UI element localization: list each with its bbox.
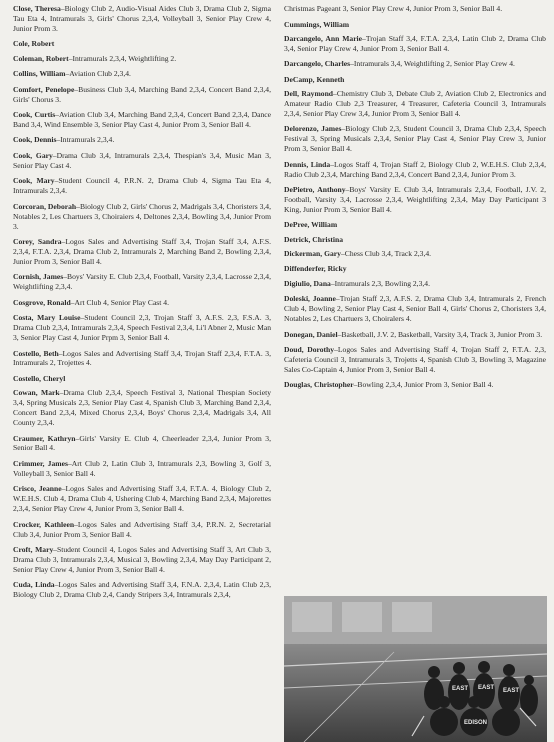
- dash-separator: –: [58, 348, 63, 358]
- roster-entry: [284, 235, 546, 245]
- activities-text: Boys' Varsity E. Club 2,3,4, Football, Varsity 2,3,4, Lacrosse 2,3,4, Weightlifting 2,3,4.: [13, 272, 271, 292]
- activities-text: Drama Club 3,4, Intramurals 2,3,4, Thespian's 3,4, Music Man 3, Senior Play Cast 4.: [13, 150, 271, 170]
- student-name: Costello, Cheryl: [13, 373, 66, 383]
- student-name: Dennis, Linda: [284, 159, 331, 169]
- roster-entry: [13, 85, 271, 105]
- student-name: Cook, Gary: [13, 150, 53, 160]
- dash-separator: –: [56, 135, 61, 145]
- dash-separator: –: [70, 297, 75, 307]
- student-name: Comfort, Penelope: [13, 84, 75, 94]
- dash-separator: –: [53, 545, 58, 555]
- roster-entry: [13, 298, 271, 308]
- student-name: Douglas, Christopher: [284, 380, 354, 390]
- activities-text: Student Council 2,3, Trojan Staff 3, A.F.S. 2,3, F.S.A. 3, Drama Club 2,3,4, Intramurals 2,3,4, Speech Festival 2,3,4, Li'l Abner 2, Music Man 3, Senior Play Cast 4, Junior Prpm 3, Senior Ball 4.: [13, 313, 271, 343]
- roster-entry: [13, 135, 271, 145]
- student-name: Croft, Mary: [13, 545, 54, 555]
- student-name: Close, Theresa: [13, 4, 61, 13]
- roster-entry: [284, 124, 546, 154]
- student-name: DePree, William: [284, 220, 338, 230]
- activities-text: Aviation Club 3,4, Marching Band 2,3,4, Concert Band 2,3,4, Dance Band 3,4, Wind Ensemble 3, Senior Play Cast 4, Junior Prom 3, Senior Ball 4.: [13, 110, 271, 129]
- dash-separator: –: [330, 278, 335, 288]
- roster-entry: [13, 54, 271, 64]
- dash-separator: –: [76, 201, 80, 211]
- activities-text: Business Club 3,4, Marching Band 2,3,4, Concert Band 2,3,4, Girls' Chorus 3.: [13, 84, 271, 104]
- student-name: Costa, Mary Louise: [13, 313, 81, 323]
- dash-separator: –: [334, 345, 338, 355]
- dash-separator: –: [59, 388, 64, 398]
- roster-entry: [13, 237, 271, 267]
- student-name: Delorenzo, James: [284, 124, 342, 134]
- dash-separator: –: [345, 185, 350, 195]
- dash-separator: –: [337, 329, 342, 339]
- student-name: Dell, Raymond: [284, 89, 334, 98]
- activities-text: Logos Sales and Advertising Staff 3,4, P.R.N. 2, Secretarial Club 3,4, Junior Prom 3, Senior Ball 4.: [13, 519, 271, 539]
- activities-text: Logos Sales and Advertising Staff 3,4, F.T.A. 4, Biology Club 2, W.E.H.S. Club 4, Drama Club 4, Ushering Club 4, Marching Band 2,3,4, Majorettes 2,3,4, Senior Play Crew 4, Junior Prom 3, Senior Ball 4.: [13, 484, 271, 514]
- dash-separator: –: [68, 53, 73, 63]
- roster-entry: [284, 75, 546, 85]
- dash-separator: –: [362, 33, 366, 43]
- student-name: Crimmer, James: [13, 458, 68, 468]
- student-name: Cornish, James: [13, 272, 64, 282]
- activities-text: Girls' Varsity E. Club 4, Cheerleader 2,3,4, Junior Prom 3, Senior Ball 4.: [13, 433, 271, 453]
- dash-separator: –: [341, 124, 346, 134]
- student-name: Detrick, Christina: [284, 234, 344, 244]
- activities-text: Logos Sales and Advertising Staff 4, Trojan Staff 2, F.T.A. 2,3, Cafeteria Council 3, Intramurals 3, Trojetts 4, Spanish Club 3, Bowling 3, Magazine Sales Co-Captain 4, Junior Prom 3, Senior Ball 4.: [284, 345, 546, 374]
- roster-entry: [13, 545, 271, 575]
- dash-separator: –: [55, 110, 59, 120]
- roster-entry: [13, 202, 271, 232]
- activities-text: Drama Club 2,3,4, Speech Festival 3, National Thespian Society 3,4, Spring Musicals 2,3, Senior Play Cast 4, Spanish Club 3, Marching Band 2,3,4, Concert Band 2,3,4, Mixed Chorus 2,3,4, Boys' Chorus 2,3,4, Madrigals 3,4, All County 2,3,4.: [13, 388, 271, 427]
- roster-entry: [13, 374, 271, 384]
- roster-entry: [284, 20, 546, 30]
- roster-entry: [13, 176, 271, 196]
- dash-separator: –: [335, 294, 340, 304]
- right-column: [284, 4, 546, 396]
- student-name: Cook, Curtis: [13, 110, 56, 120]
- student-name: Cuda, Linda: [13, 580, 55, 590]
- dash-separator: –: [75, 433, 80, 443]
- roster-entry: [284, 330, 546, 340]
- activities-text: Intramurals 2,3,4, Weightlifting 2.: [72, 53, 177, 63]
- activities-text: Basketball, J.V. 2, Basketball, Varsity 3,4, Track 3, Junior Prom 3.: [341, 329, 543, 339]
- roster-entry: [13, 349, 271, 369]
- student-name: Craumer, Kathryn: [13, 433, 76, 443]
- jersey-text: EDISON: [464, 720, 488, 726]
- student-name: Cosgrove, Ronald: [13, 297, 71, 307]
- student-name: Costello, Beth: [13, 348, 59, 358]
- roster-entry: [284, 345, 546, 375]
- activities-text: Logos Sales and Advertising Staff 3,4, Trojan Staff 3,4, A.F.S. 2,3,4, F.T.A. 2,3,4, Drama Club 2, Intramurals 2, Marching Band 2, Bowling 2,3,4, Junior Prom 3, Senior Ball 4.: [13, 237, 271, 266]
- student-name: Corcoran, Deborah: [13, 201, 77, 211]
- activities-text: Trojan Staff 3,4, F.T.A. 2,3,4, Latin Club 2, Drama Club 3,4, Senior Play Crew 4, Junior Prom 3, Senior Ball 4.: [284, 33, 546, 53]
- dash-separator: –: [80, 313, 85, 323]
- student-name: Digiulio, Dana: [284, 278, 331, 288]
- roster-entry: [13, 110, 271, 130]
- activities-text: Student Council 4, P.R.N. 2, Drama Club 4, Sigma Tau Eta 4, Intramurals 2,3,4.: [13, 176, 271, 196]
- student-name: Coleman, Robert: [13, 53, 69, 63]
- dash-separator: –: [353, 380, 358, 390]
- continuation-text: Christmas Pageant 3, Senior Play Crew 4, Junior Prom 3, Senior Ball 4.: [284, 4, 503, 13]
- activities-text: Intramurals 2,3, Bowling 2,3,4.: [334, 278, 430, 288]
- student-name: Darcangelo, Ann Marie: [284, 33, 363, 43]
- jersey-text: EAST: [478, 685, 495, 691]
- roster-entry: [13, 69, 271, 79]
- roster-entry: [13, 484, 271, 514]
- roster-entry: [284, 249, 546, 259]
- activities-text: Logos Sales and Advertising Staff 3,4, Trojan Staff 2,3,4, F.T.A. 3, Intramurals 2, Trojettes 4.: [13, 348, 271, 368]
- dash-separator: –: [350, 59, 354, 69]
- roster-entry: [284, 89, 546, 119]
- roster-entry: [13, 459, 271, 479]
- dash-separator: –: [74, 519, 78, 529]
- roster-entry: [284, 59, 546, 69]
- activities-text: Chess Club 3,4, Track 2,3,4.: [344, 248, 432, 258]
- student-name: Crocker, Kathleen: [13, 519, 75, 529]
- jersey-text: EAST: [452, 686, 469, 692]
- roster-entry: [13, 272, 271, 292]
- activities-text: Art Club 4, Senior Play Cast 4.: [74, 297, 169, 307]
- roster-entry: [284, 294, 546, 324]
- roster-entry: [284, 264, 546, 274]
- activities-text: Logos Staff 4, Trojan Staff 2, Biology Club 2, W.E.H.S. Club 2,3,4, Radio Club 2,3,4, Marching Band 2,3,4, Concert Band 2,3,4, Junior Prom 3.: [284, 159, 546, 179]
- student-name: Collins, William: [13, 69, 66, 79]
- activities-text: Bowling 2,3,4, Junior Prom 3, Senior Ball 4.: [357, 380, 494, 390]
- dash-separator: –: [60, 4, 65, 13]
- roster-entry: [13, 520, 271, 540]
- student-name: Doud, Dorothy: [284, 345, 335, 355]
- dash-separator: –: [330, 159, 334, 169]
- activities-text: Biology Club 2, Audio-Visual Aides Club 3, Drama Club 2, Sigma Tau Eta 4, Intramurals 3, Girls' Chorus 2,3,4, Volleyball 3, Senior Play Crew 4, Junior Prom 3.: [13, 4, 271, 33]
- activities-text: Art Club 2, Latin Club 3, Intramurals 2,3, Bowling 3, Golf 3, Volleyball 3, Senior Ball 4.: [13, 458, 272, 478]
- student-name: Cole, Robert: [13, 39, 55, 49]
- roster-entry: [284, 185, 546, 215]
- activities-text: Trojan Staff 2,3, A.F.S. 2, Drama Club 3,4, Intramurals 2, French Club 4, Bowling 2, Senior Play Cast 4, Senior Ball 4, Girls' Chorus 2, Choristers 3,4, Notables 2, Les Chartuers 3, Choiralers 4.: [284, 294, 546, 324]
- student-name: Dickerman, Gary: [284, 248, 341, 258]
- dash-separator: –: [61, 237, 66, 247]
- dash-separator: –: [63, 272, 68, 282]
- dash-separator: –: [74, 84, 79, 94]
- left-column: [13, 4, 271, 606]
- activities-text: Chemistry Club 3, Debate Club 2, Aviation Club 2, Electronics and Amateur Radio Club 2,3 Treasurer, 4 Treasurer, Cafeteria Council 3, Intramurals 2,3,4, Senior Play Crew 3,4, Junior Prom 3, Senior Ball 4.: [284, 89, 546, 118]
- roster-entry: [13, 4, 271, 34]
- roster-entry: [284, 279, 546, 289]
- student-name: DeCamp, Kenneth: [284, 74, 345, 84]
- dash-separator: –: [65, 69, 70, 79]
- student-name: Cook, Dennis: [13, 135, 57, 145]
- roster-entry: [284, 34, 546, 54]
- roster-entry: [13, 434, 271, 454]
- student-name: Doleski, Joanne: [284, 294, 336, 304]
- roster-entry: [13, 151, 271, 171]
- student-name: Cook, Mary: [13, 176, 55, 186]
- roster-entry: [284, 160, 546, 180]
- dash-separator: –: [333, 89, 337, 98]
- team-photo: [284, 596, 547, 742]
- roster-entry: [284, 380, 546, 390]
- activities-text: Intramurals 2,3,4.: [60, 135, 115, 145]
- roster-entry: [13, 580, 271, 600]
- activities-text: Biology Club 2, Girls' Chorus 2, Madrigals 3,4, Choristers 3,4, Notables 2, Les Chartuers 3, Choiraiers 4, Deltones 2,3,4, Bowling 3,4, Junior Prom 3.: [13, 201, 271, 231]
- activities-text: Student Council 4, Logos Sales and Advertising Staff 3, Art Club 3, Drama Club 3, Intramurals 2,3,4, Musical 3, Bowling 2,3,4, May Day Participant 2, Senior Play Crew 4, Junior Prom 3, Senior Ball 4.: [13, 545, 271, 574]
- dash-separator: –: [54, 176, 59, 186]
- roster-entry: [13, 39, 271, 49]
- dash-separator: –: [52, 150, 57, 160]
- dash-separator: –: [340, 248, 345, 258]
- team-photo-image: [284, 596, 547, 742]
- roster-entry: [284, 220, 546, 230]
- student-name: Corey, Sandra: [13, 237, 62, 247]
- jersey-text: EAST: [503, 688, 520, 694]
- activities-text: Boys' Varsity E. Club 3,4, Intramurals 2,3,4, Football, J.V. 2, Football, Varsity 3,4, Lacrosse 2,3,4, Weightlifting 2,3,4, May Day Participant 3 King, Junior Prom 3, Senior Ball 4.: [284, 185, 546, 214]
- activities-text: Biology Club 2,3, Student Council 3, Drama Club 2,3,4, Speech Festival 3, Spring Musicals 2,3,4, Senior Play Cast 4, Senior Play Crew 3, Junior Prom 3, Senior Ball 4.: [284, 124, 546, 154]
- dash-separator: –: [54, 580, 59, 590]
- activities-text: Intramurals 3,4, Weightlifting 2, Senior Play Crew 4.: [353, 59, 515, 69]
- student-name: Darcangelo, Charles: [284, 59, 351, 69]
- activities-text: Logos Sales and Advertising Staff 3,4, F.N.A. 2,3,4, Latin Club 2,3, Biology Club 2, Drama Club 2,4, Candy Stripers 3,4, Intramurals 2,3,4,: [13, 580, 271, 600]
- student-name: Diffenderfer, Ricky: [284, 264, 347, 274]
- roster-entry: [13, 313, 271, 343]
- roster-entry: [13, 388, 271, 428]
- student-name: Cummings, William: [284, 19, 350, 29]
- dash-separator: –: [61, 484, 66, 494]
- student-name: Crisco, Jeanne: [13, 484, 62, 494]
- student-name: DePietro, Anthony: [284, 185, 346, 195]
- activities-text: Aviation Club 2,3,4.: [69, 69, 131, 79]
- student-name: Cowan, Mark: [13, 388, 60, 398]
- dash-separator: –: [67, 458, 72, 468]
- student-name: Donegan, Daniel: [284, 329, 338, 339]
